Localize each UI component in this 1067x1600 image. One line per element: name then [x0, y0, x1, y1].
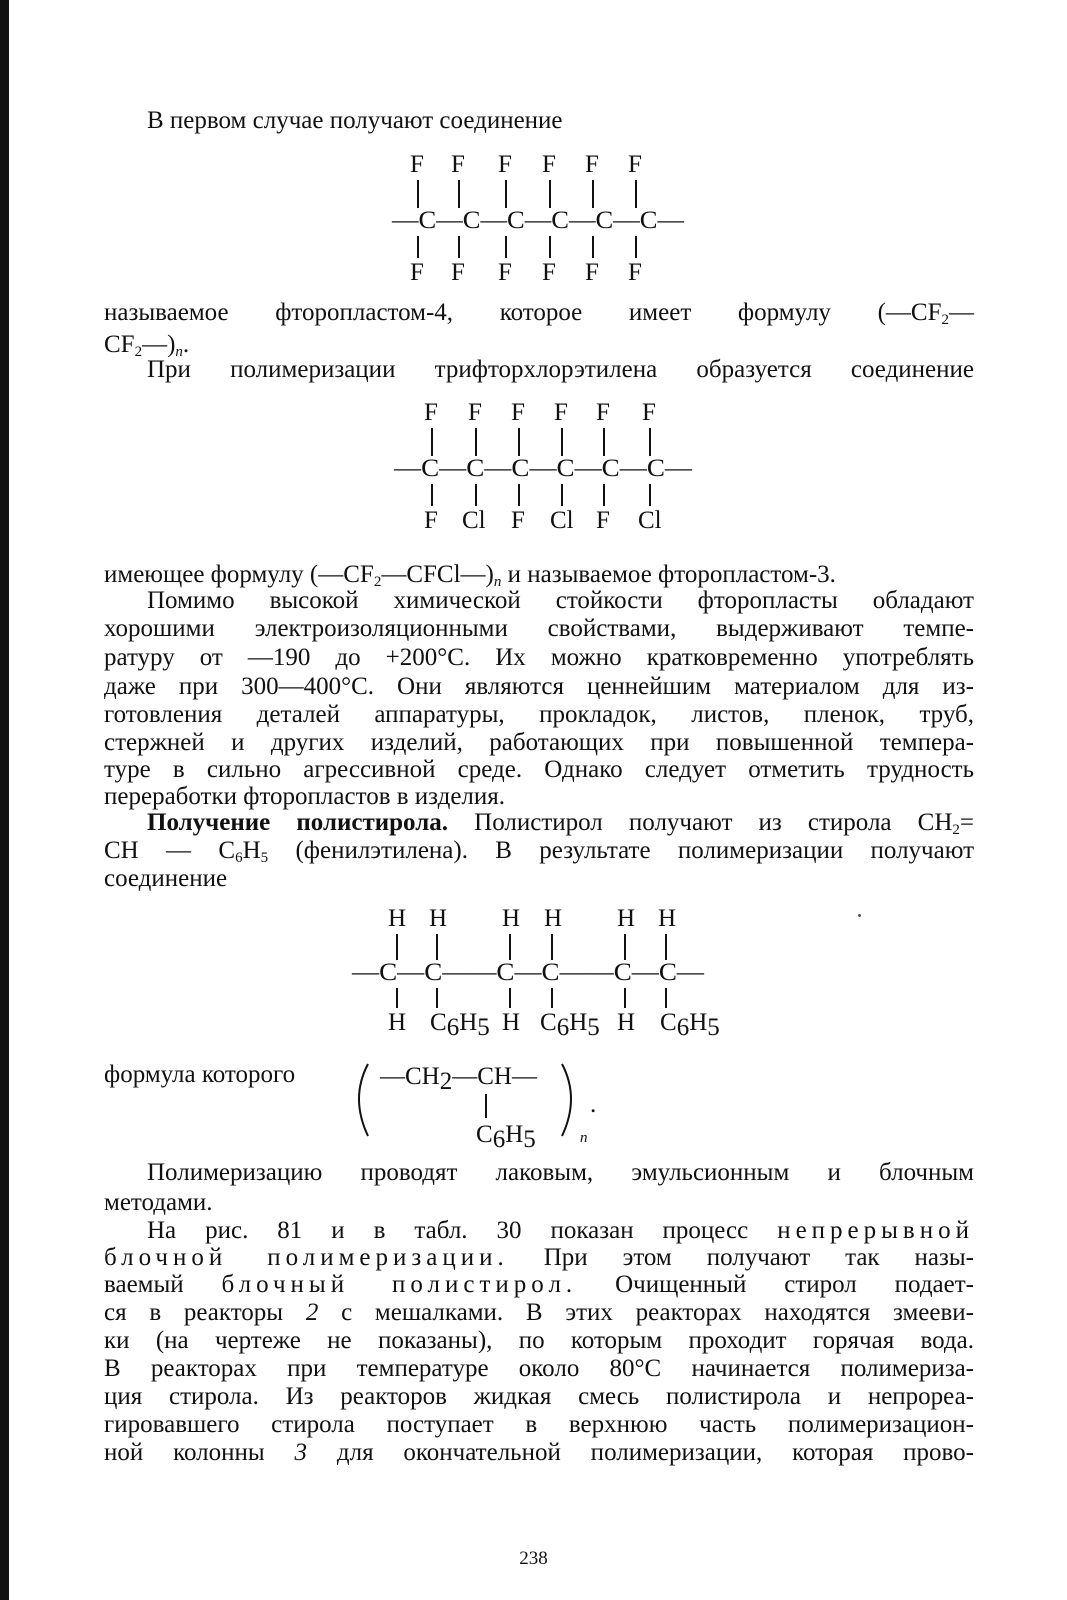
svg-text:H: H	[502, 905, 521, 932]
polystyrene-repeat-unit	[346, 1050, 616, 1155]
paragraph-process-l2: блочной полимеризации. При этом получают так назы-	[104, 1244, 974, 1271]
svg-text:Cl: Cl	[638, 507, 662, 534]
paragraph-process-l5: ки (на чертеже не показаны), по которым проходит горячая вода.	[104, 1327, 974, 1354]
polystyrene-bottom-atoms	[388, 1009, 720, 1041]
svg-text:C6H5: C6H5	[660, 1009, 720, 1041]
svg-text:H: H	[617, 1009, 636, 1036]
svg-text:F: F	[498, 259, 512, 286]
paragraph-process-l9: ной колонны 3 для окончательной полимеризации, которая прово-	[104, 1439, 975, 1466]
paragraph-pctfe-formula: имеющее формулу $(—CF_2—CFCl—)_n$ и называемое фторопластом-3.	[104, 561, 836, 590]
section-polystyrene-l3: соединение	[104, 865, 228, 892]
pctfe-top-atoms	[424, 399, 656, 426]
svg-text:H: H	[544, 905, 563, 932]
svg-text:.: .	[590, 1091, 597, 1118]
paragraph-process-l4: ся в реакторы 2 с мешалками. В этих реакторах находятся змееви-	[104, 1299, 974, 1326]
svg-text:C6H5: C6H5	[476, 1121, 536, 1153]
svg-text:H: H	[658, 905, 677, 932]
right-bracket	[562, 1064, 571, 1136]
paragraph-properties-l1: Помимо высокой химической стойкости фторопласты обладают	[147, 587, 974, 614]
speck	[858, 914, 861, 917]
svg-text:F: F	[585, 259, 599, 286]
svg-text:H: H	[502, 1009, 521, 1036]
paragraph-methods-l1: Полимеризацию проводят лаковым, эмульсионным и блочным	[147, 1159, 974, 1186]
svg-text:C6H5: C6H5	[430, 1009, 490, 1041]
svg-text:H: H	[617, 905, 636, 932]
pctfe-structure	[394, 396, 714, 541]
paragraph-methods-l2: методами.	[104, 1189, 213, 1216]
paragraph-properties-l3: ратуру от —190 до +200°С. Их можно кратковременно употреблять	[104, 644, 974, 671]
svg-text:F: F	[424, 399, 438, 426]
ptfe-bottom-atoms	[410, 259, 642, 286]
pctfe-top-bonds	[432, 428, 650, 456]
paragraph-properties-l2: хорошими электроизоляционными свойствами, выдерживают темпе-	[104, 615, 974, 642]
section-polystyrene-l2: CH — $C_6H_5$ (фенилэтилена). В результате полимеризации получают	[104, 837, 974, 866]
svg-text:F: F	[410, 259, 424, 286]
paragraph-pctfe-intro: При полимеризации трифторхлорэтилена образуется соединение	[147, 356, 974, 383]
svg-text:Cl: Cl	[462, 507, 486, 534]
svg-text:F: F	[468, 399, 482, 426]
ptfe-top-bonds	[418, 180, 636, 208]
svg-text:F: F	[628, 259, 642, 286]
svg-text:F: F	[585, 151, 599, 178]
svg-text:Cl: Cl	[550, 507, 574, 534]
svg-text:F: F	[451, 259, 465, 286]
svg-text:F: F	[511, 507, 525, 534]
left-bracket	[359, 1064, 368, 1136]
svg-text:F: F	[628, 151, 642, 178]
svg-text:F: F	[596, 399, 610, 426]
svg-text:F: F	[542, 259, 556, 286]
svg-text:—CH2—CH—: —CH2—CH—	[380, 1063, 537, 1095]
svg-text:F: F	[511, 399, 525, 426]
polystyrene-chain: —C—C——C—C——C—C—	[350, 959, 706, 986]
polystyrene-top-atoms	[388, 905, 676, 932]
paragraph-properties-l8: переработки фторопластов в изделия.	[104, 783, 506, 810]
svg-text:n: n	[580, 1130, 588, 1146]
svg-text:F: F	[498, 151, 512, 178]
svg-text:H: H	[429, 905, 448, 932]
paragraph-process-l1: На рис. 81 и в табл. 30 показан процесс непрерывной	[147, 1217, 974, 1244]
svg-text:F: F	[542, 151, 556, 178]
paragraph-properties-l4: даже при 300—400°С. Они являются ценнейшим материалом для из-	[104, 673, 974, 700]
svg-text:F: F	[451, 151, 465, 178]
ptfe-bottom-bonds	[418, 236, 636, 258]
paragraph-properties-l7: туре в сильно агрессивной среде. Однако следует отметить трудность	[104, 756, 974, 783]
section-polystyrene-l1: Получение полистирола. Полистирол получают из стирола $CH_2=$	[147, 809, 974, 838]
paragraph-ptfe-l2: $CF_2—)_n$.	[104, 331, 190, 360]
ptfe-structure	[380, 148, 700, 293]
paragraph-process-l7: ция стирола. Из реакторов жидкая смесь полистирола и непрореа-	[104, 1383, 974, 1410]
scan-edge	[0, 0, 9, 1600]
svg-text:F: F	[554, 399, 568, 426]
svg-text:C6H5: C6H5	[540, 1009, 600, 1041]
svg-text:F: F	[424, 507, 438, 534]
svg-text:H: H	[388, 1009, 407, 1036]
svg-text:F: F	[410, 151, 424, 178]
polystyrene-structure	[352, 902, 732, 1047]
pctfe-bottom-atoms	[424, 507, 662, 534]
page-number: 238	[519, 1548, 548, 1569]
pctfe-bottom-bonds	[432, 484, 650, 506]
polystyrene-top-bonds	[397, 934, 666, 960]
svg-text:F: F	[642, 399, 656, 426]
paragraph-process-l3: ваемый блочный полистирол. Очищенный стирол подает-	[104, 1271, 974, 1298]
svg-text:F: F	[596, 507, 610, 534]
paragraph-intro: В первом случае получают соединение	[147, 107, 563, 134]
paragraph-properties-l6: стержней и других изделий, работающих при повышенной темпера-	[104, 729, 974, 756]
ptfe-top-atoms	[410, 151, 642, 178]
paragraph-process-l6: В реакторах при температуре около 80°С начинается полимериза-	[104, 1355, 974, 1382]
formula-label: формула которого	[104, 1061, 296, 1088]
ptfe-chain: —C—C—C—C—C—C—	[390, 207, 686, 234]
paragraph-ptfe-l1: называемое фторопластом-4, которое имеет формулу ($—CF_2—$	[104, 299, 974, 328]
paragraph-process-l8: гировавшего стирола поступает в верхнюю часть полимеризацион-	[104, 1411, 974, 1438]
section-heading: Получение полистирола.	[147, 809, 449, 836]
polystyrene-bottom-bonds	[397, 988, 666, 1008]
paragraph-properties-l5: готовления деталей аппаратуры, прокладок, листов, пленок, труб,	[104, 701, 974, 728]
svg-text:H: H	[388, 905, 407, 932]
pctfe-chain: —C—C—C—C—C—C—	[392, 455, 694, 482]
